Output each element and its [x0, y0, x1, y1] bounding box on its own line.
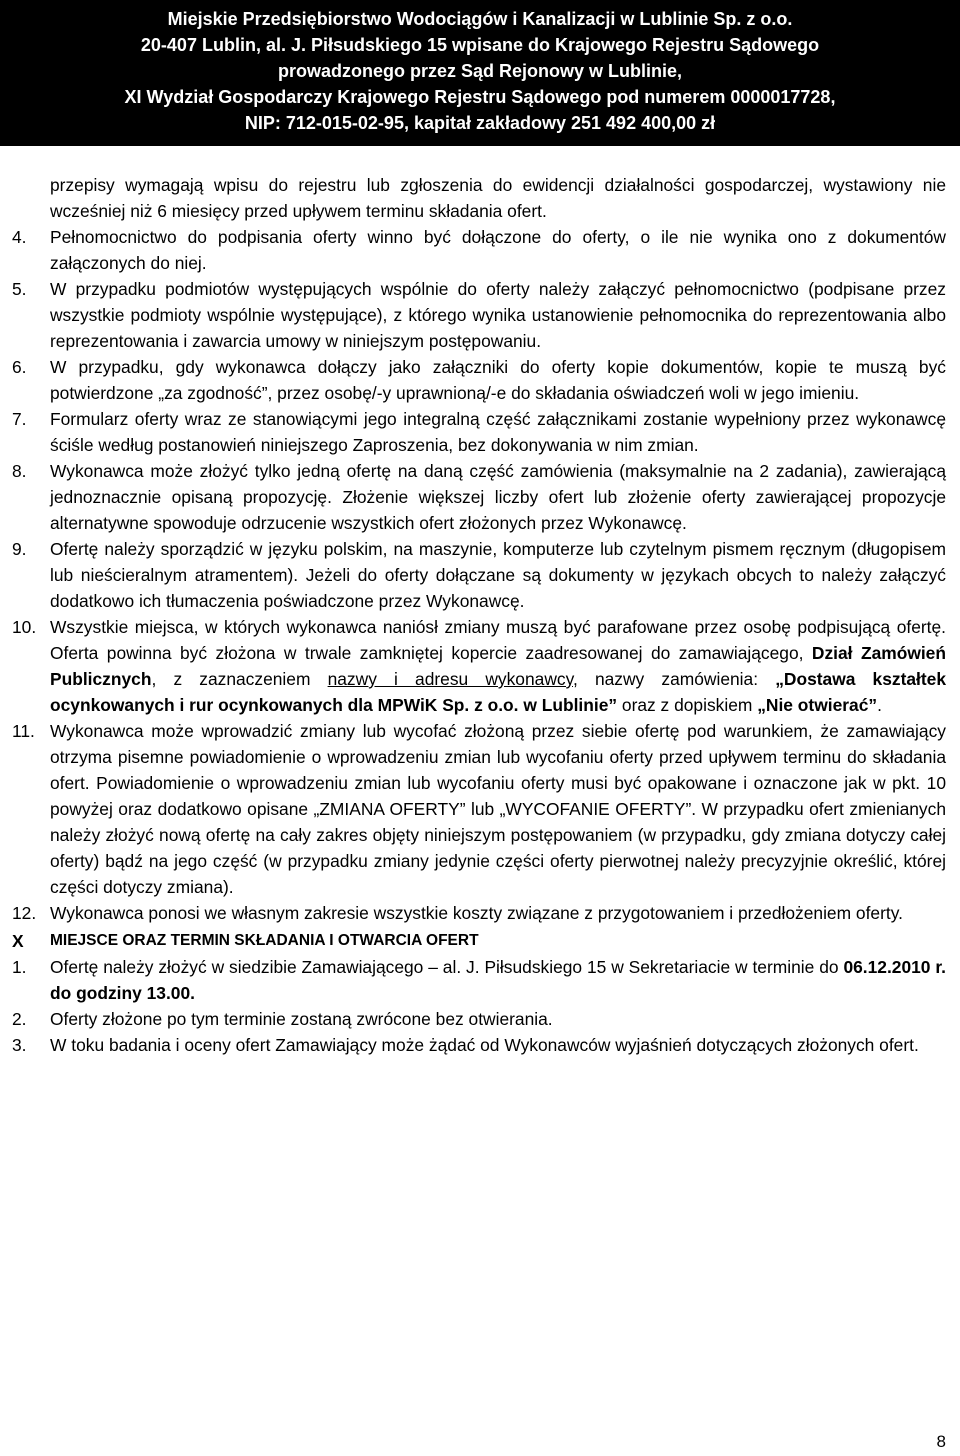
list-number: 8.: [12, 461, 27, 481]
list-text: Ofertę należy sporządzić w języku polskim, na maszynie, komputerze lub czytelnym pismem ręcznym (długopisem lub nieścieralnym atramentem). Jeżeli do oferty dołączane są dokumenty w językach obcych to należy załączyć dodatkowo ich tłumaczenia poświadczone przez Wykonawcę.: [50, 539, 946, 611]
list-text: Pełnomocnictwo do podpisania oferty winno być dołączone do oferty, o ile nie wynika ono z dokumentów załączonych do niej.: [50, 227, 946, 273]
list-text: Wykonawca może wprowadzić zmiany lub wycofać złożoną przez siebie ofertę pod warunkiem, że zamawiający otrzyma pisemne powiadomienie o wprowadzeniu zmian lub wycofaniu oferty przed upływem terminu do składania ofert. Powiadomienie o wprowadzeniu zmian lub wycofaniu oferty musi być opakowane i oznaczone jak w pkt. 10 powyżej oraz dodatkowo opisane „ZMIANA OFERTY” lub „WYCOFANIE OFERTY”. W przypadku ofert zmienianych należy złożyć nową ofertę na cały zakres objęty niniejszym postępowaniem (w przypadku, gdy zmiana dotyczy całej oferty) bądź na jego część (w przypadku zmiany jedynie części oferty pierwotnej należy precyzyjnie określić, której części dotyczy zmiana).: [50, 721, 946, 897]
list-text: , z zaznaczeniem: [151, 669, 328, 689]
list-text: Ofertę należy złożyć w siedzibie Zamawiającego – al. J. Piłsudskiego 15 w Sekretariacie w terminie do: [50, 957, 844, 977]
list-number: 10.: [12, 617, 37, 637]
list-text: W toku badania i oceny ofert Zamawiający może żądać od Wykonawców wyjaśnień dotyczących złożonych ofert.: [50, 1035, 919, 1055]
section-item: [12, 1006, 946, 1032]
department-name: Dział Zamówień Publicznych: [50, 643, 946, 689]
deadline-text: 06.12.2010 r. do godziny 13.00.: [50, 957, 946, 1003]
list-item: [12, 900, 946, 926]
section-number: X: [12, 931, 24, 951]
list-number: 7.: [12, 409, 27, 429]
list-text: Formularz oferty wraz ze stanowiącymi jego integralną część załącznikami zostanie wypełniony przez wykonawcę ściśle według postanowień niniejszego Zaproszenia, bez dokonywania w nim zmian.: [50, 409, 946, 455]
order-name: „Dostawa kształtek ocynkowanych i rur ocynkowanych dla MPWiK Sp. z o.o. w Lublinie”: [50, 669, 947, 715]
section-item: [12, 1032, 946, 1058]
list-number: 6.: [12, 357, 27, 377]
section-item: [12, 954, 946, 1006]
header-line-registry: XI Wydział Gospodarczy Krajowego Rejestru Sądowego pod numerem 0000017728,: [124, 87, 836, 107]
page-number: 8: [936, 1432, 946, 1451]
list-text: oraz z dopiskiem: [617, 695, 758, 715]
list-item: [12, 536, 946, 614]
list-text: Wykonawca ponosi we własnym zakresie wszystkie koszty związane z przygotowaniem i przedłożeniem oferty.: [50, 903, 903, 923]
underlined-text: nazwy i adresu wykonawcy: [327, 669, 573, 689]
list-item-10: [12, 614, 946, 718]
header-line-nip: NIP: 712-015-02-95, kapitał zakładowy 251 492 400,00 zł: [244, 113, 716, 133]
document-header: [0, 0, 960, 146]
list-number: 1.: [12, 957, 27, 977]
list-number: 9.: [12, 539, 27, 559]
list-text: Wykonawca może złożyć tylko jedną ofertę na daną część zamówienia (maksymalnie na 2 zadania), zawierającą jednoznacznie opisaną propozycję. Złożenie większej liczby ofert lub złożenie oferty zawierającej propozycje alternatywne spowoduje odrzucenie wszystkich ofert złożonych przez Wykonawcę.: [50, 461, 946, 533]
list-item: [12, 458, 946, 536]
list-text: W przypadku podmiotów występujących wspólnie do oferty należy załączyć pełnomocnictwo (podpisane przez wszystkie podmioty wspólnie występujące), z którego wynika ustanowienie pełnomocnika do reprezentowania albo reprezentowania i zawarcia umowy w niniejszym postępowaniu.: [50, 279, 946, 351]
list-item: [12, 406, 946, 458]
header-line-court: prowadzonego przez Sąd Rejonowy w Lublinie,: [277, 61, 683, 81]
continued-paragraph: przepisy wymagają wpisu do rejestru lub zgłoszenia do ewidencji działalności gospodarczej, wystawiony nie wcześniej niż 6 miesięcy przed upływem terminu składania ofert.: [50, 175, 946, 221]
do-not-open-note: „Nie otwierać”: [757, 695, 878, 715]
list-number: 5.: [12, 279, 27, 299]
list-item: [12, 354, 946, 406]
list-text: W przypadku, gdy wykonawca dołączy jako załączniki do oferty kopie dokumentów, kopie te muszą być potwierdzone „za zgodność”, przez osobę/-y uprawnioną/-e do składania oświadczeń woli w jego imieniu.: [50, 357, 946, 403]
header-line-address: 20-407 Lublin, al. J. Piłsudskiego 15 wpisane do Krajowego Rejestru Sądowego: [140, 35, 820, 55]
list-number: 2.: [12, 1009, 27, 1029]
list-text: .: [877, 695, 882, 715]
header-line-company: Miejskie Przedsiębiorstwo Wodociągów i Kanalizacji w Lublinie Sp. z o.o.: [167, 9, 793, 29]
list-number: 11.: [12, 721, 35, 741]
list-item: [12, 224, 946, 276]
list-text: , nazwy zamówienia:: [572, 669, 776, 689]
list-text: Wszystkie miejsca, w których wykonawca naniósł zmiany muszą być parafowane przez osobę podpisującą ofertę. Oferta powinna być złożona w trwale zamkniętej kopercie zaadresowanej do zamawiającego,: [50, 617, 946, 663]
section-heading: [12, 928, 946, 954]
list-item: [12, 718, 946, 900]
list-item: [12, 276, 946, 354]
list-number: 4.: [12, 227, 27, 247]
list-number: 3.: [12, 1035, 27, 1055]
list-text: Oferty złożone po tym terminie zostaną zwrócone bez otwierania.: [50, 1009, 553, 1029]
section-title: MIEJSCE ORAZ TERMIN SKŁADANIA I OTWARCIA OFERT: [50, 932, 479, 949]
list-number: 12.: [12, 903, 37, 923]
document-body: [12, 172, 946, 1058]
